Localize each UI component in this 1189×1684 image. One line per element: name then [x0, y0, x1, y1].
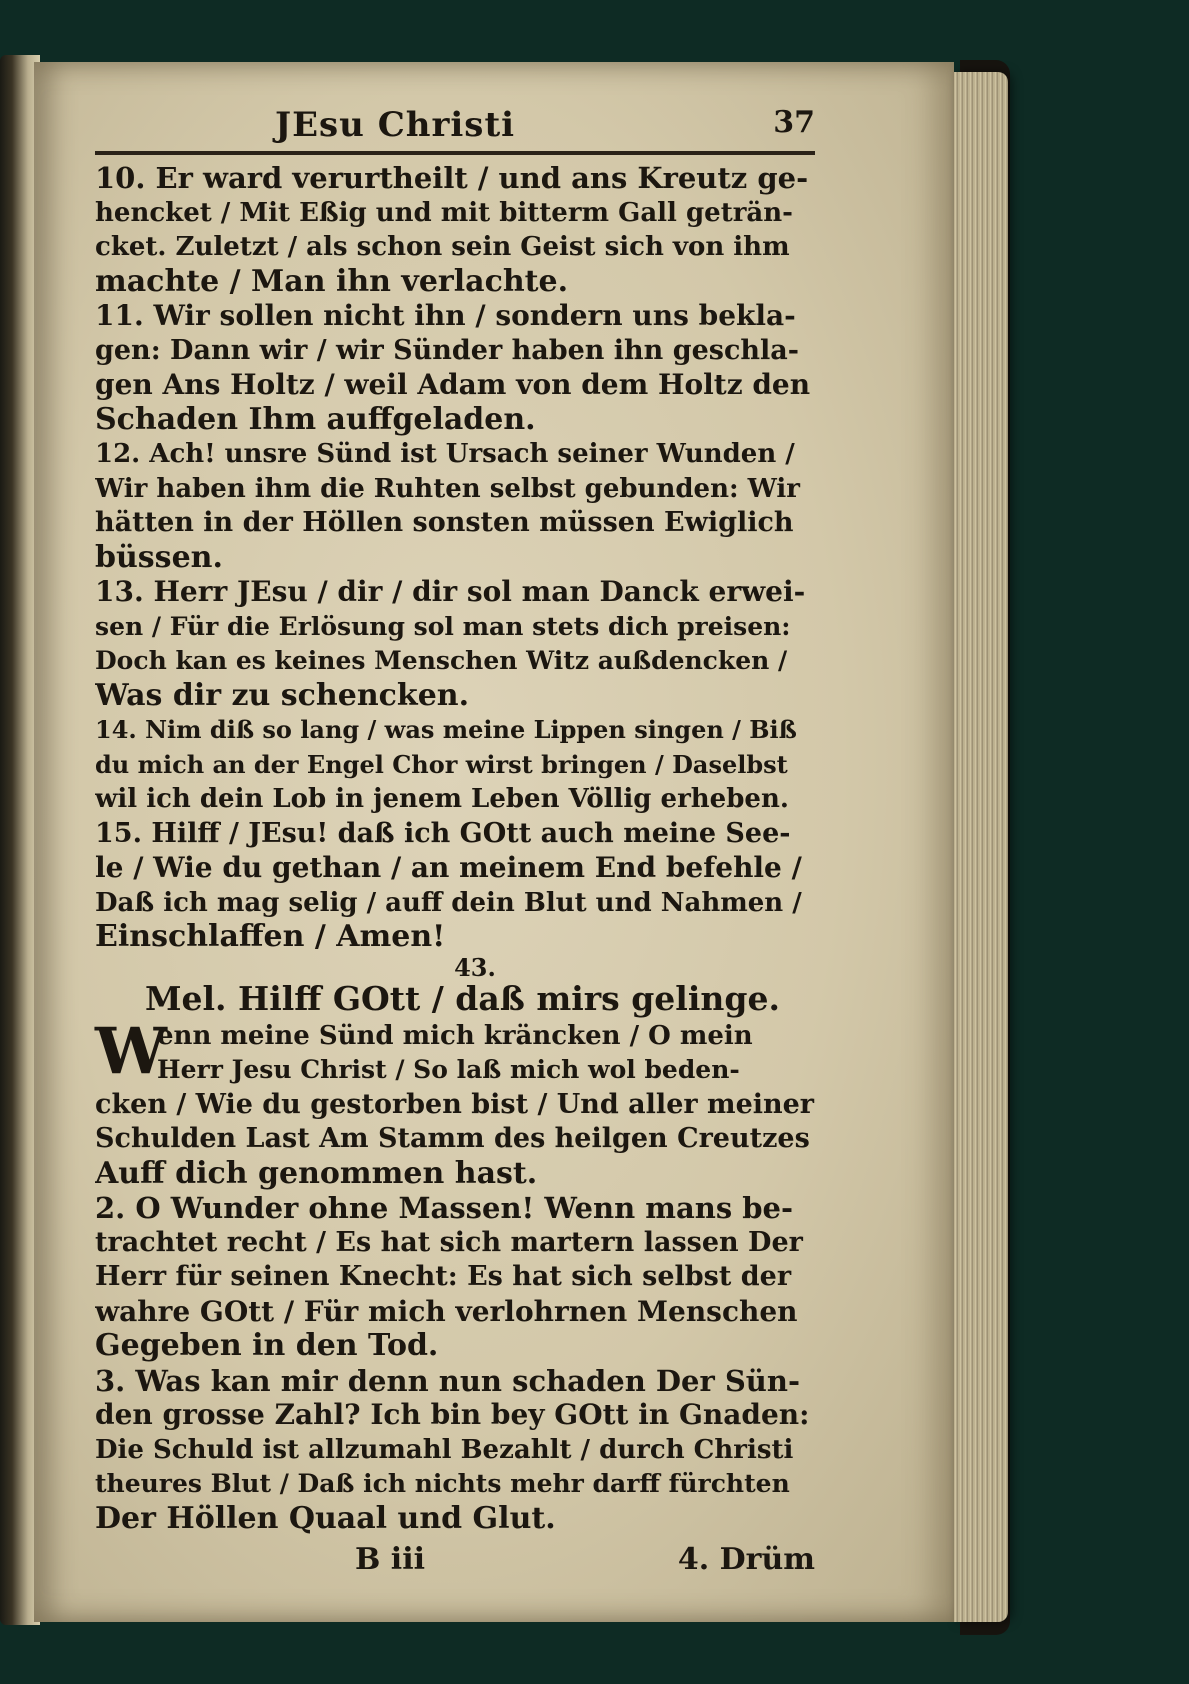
- verse-line: 13. Herr JEsu / dir / dir sol man Danck erwei-: [95, 575, 806, 608]
- verse-line: cken / Wie du gestorben bist / Und aller meiner: [95, 1088, 815, 1120]
- verse-line: büssen.: [95, 540, 223, 575]
- verse-line: 3. Was kan mir denn nun schaden Der Sün-: [95, 1363, 801, 1398]
- previous-hymn-stanzas: [95, 161, 815, 955]
- verse-line: hätten in der Höllen sonsten müssen Ewiglich: [95, 507, 794, 538]
- verse-line: enn meine Sünd mich kräncken / O mein: [157, 1020, 753, 1051]
- verse-line: trachtet recht / Es hat sich martern lassen Der: [95, 1226, 803, 1258]
- verse-line: 12. Ach! unsre Sünd ist Ursach seiner Wunden /: [95, 439, 795, 469]
- drop-cap: W: [95, 1013, 167, 1089]
- hymn-stanzas: [95, 1191, 815, 1536]
- verse-line: machte / Man ihn verlachte.: [95, 264, 569, 299]
- verse-line: 10. Er ward verurtheilt / und ans Kreutz ge-: [95, 161, 809, 195]
- page-text-area: [95, 105, 815, 1578]
- verse-line: Die Schuld ist allzumahl Bezahlt / durch Christi: [95, 1434, 794, 1465]
- verse-line: Herr für seinen Knecht: Es hat sich selbst der: [95, 1261, 792, 1292]
- verse-line: le / Wie du gethan / an meinem End befehle /: [95, 851, 802, 884]
- verse-line: Was dir zu schencken.: [95, 678, 470, 713]
- verse-line: Gegeben in den Tod.: [95, 1329, 439, 1363]
- page-stack-edge: [954, 72, 1008, 1622]
- stanza: [95, 713, 815, 817]
- verse-line: 2. O Wunder ohne Massen! Wenn mans be-: [95, 1191, 794, 1225]
- verse-line: Schaden Ihm auffgeladen.: [95, 402, 536, 437]
- verse-line: wahre GOtt / Für mich verlohrnen Menschen: [95, 1294, 798, 1328]
- verse-line: hencket / Mit Eßig und mit bitterm Gall geträn-: [95, 197, 793, 228]
- verse-line: Der Höllen Quaal und Glut.: [95, 1501, 556, 1536]
- verse-line: 14. Nim diß so lang / was meine Lippen singen / Biß: [95, 715, 797, 744]
- verse-line: wil ich dein Lob in jenem Leben Völlig erheben.: [95, 784, 789, 814]
- verse-line: Herr Jesu Christ / So laß mich wol beden-: [157, 1055, 740, 1084]
- stanza: [95, 575, 815, 713]
- verse-line: gen Ans Holtz / weil Adam von dem Holtz den: [95, 368, 811, 401]
- verse-line: du mich an der Engel Chor wirst bringen / Daselbst: [95, 749, 788, 779]
- melody-line: Mel. Hilff GOtt / daß mirs gelinge.: [145, 978, 780, 1018]
- verse-line: Auff dich genommen hast.: [95, 1156, 538, 1191]
- verse-line: 11. Wir sollen nicht ihn / sondern uns bekla-: [95, 299, 796, 332]
- verse-line: den grosse Zahl? Ich bin bey GOtt in Gnaden:: [95, 1398, 810, 1431]
- hymn-number: 43.: [454, 952, 496, 982]
- stanza: [95, 161, 815, 299]
- verse-line: Doch kan es keines Menschen Witz außdencken /: [95, 646, 788, 675]
- signature-mark: B iii: [355, 1542, 425, 1577]
- verse-line: sen / Für die Erlösung sol man stets dich preisen:: [95, 611, 791, 641]
- running-title: JEsu Christi: [275, 105, 516, 145]
- stanza: [95, 437, 815, 575]
- stanza: [95, 299, 815, 437]
- header-rule: [95, 151, 815, 155]
- verse-line: theures Blut / Daß ich nichts mehr darff fürchten: [95, 1469, 790, 1498]
- verse-line: Daß ich mag selig / auff dein Blut und Nahmen /: [95, 887, 802, 918]
- verse-line: 15. Hilff / JEsu! daß ich GOtt auch meine See-: [95, 817, 791, 849]
- first-stanza: [95, 1013, 815, 1192]
- page-footer: [95, 1542, 815, 1578]
- stanza: [95, 1364, 815, 1537]
- catchword: 4. Drüm: [677, 1542, 815, 1577]
- verse-line: Einschlaffen / Amen!: [95, 920, 446, 954]
- page-number: 37: [773, 105, 815, 140]
- verse-line: Schulden Last Am Stamm des heilgen Creutzes: [95, 1123, 810, 1154]
- verse-line: cket. Zuletzt / als schon sein Geist sich von ihm: [95, 232, 790, 262]
- running-head: [95, 105, 815, 145]
- stanza: [95, 817, 815, 955]
- verse-line: gen: Dann wir / wir Sünder haben ihn geschla-: [95, 334, 799, 366]
- verse-line: Wir haben ihm die Ruhten selbst gebunden: Wir: [95, 473, 800, 504]
- stanza: [95, 1191, 815, 1364]
